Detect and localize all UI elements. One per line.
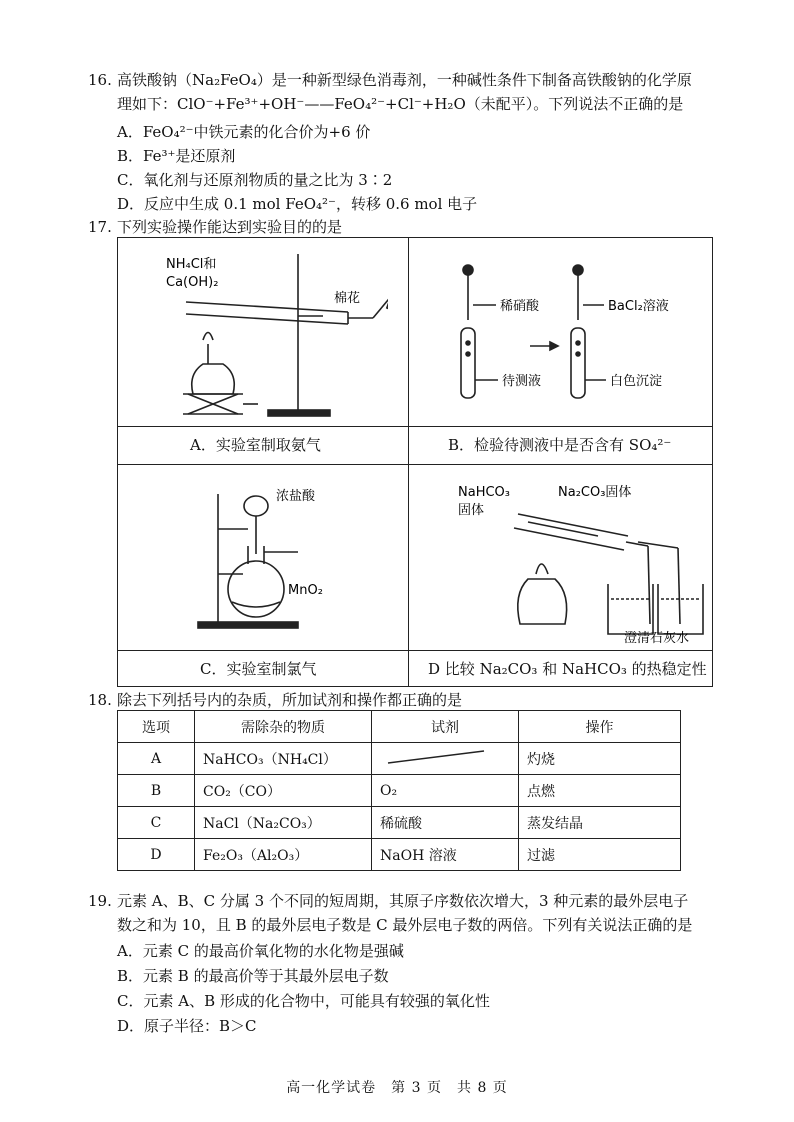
- question-stem-line: 高铁酸钠（Na₂FeO₄）是一种新型绿色消毒剂，一种碱性条件下制备高铁酸钠的化学原: [117, 71, 692, 89]
- reagent-cell: [372, 743, 519, 775]
- question-stem: 除去下列括号内的杂质，所加试剂和操作都正确的是: [117, 691, 463, 709]
- grid-divider: [408, 238, 409, 686]
- operation-cell: 点燃: [519, 775, 681, 807]
- option-d: D．反应中生成 0.1 mol FeO₄²⁻，转移 0.6 mol 电子: [117, 195, 478, 213]
- option-a: A．元素 C 的最高价氧化物的水化物是强碱: [117, 942, 404, 960]
- table-row: [118, 839, 681, 871]
- grid-divider: [118, 650, 712, 651]
- slash-mark: [380, 747, 490, 767]
- label-sample: 待测液: [502, 374, 542, 389]
- option-b: B．元素 B 的最高价等于其最外层电子数: [117, 967, 389, 985]
- panel-c-caption: C．实验室制氯气: [200, 660, 317, 678]
- option-cell: C: [118, 807, 195, 839]
- label-na2co3: Na₂CO₃固体: [558, 485, 632, 500]
- question-number: 19.: [88, 892, 112, 910]
- label-cotton: 棉花: [334, 291, 361, 306]
- label-nahco3: NaHCO₃: [458, 485, 510, 500]
- operation-cell: 灼烧: [519, 743, 681, 775]
- question-stem-line: 数之和为 10，且 B 的最外层电子数是 C 最外层电子数的两倍。下列有关说法正确的是: [117, 916, 693, 934]
- substance-cell: Fe₂O₃（Al₂O₃）: [195, 839, 372, 871]
- question-stem: 下列实验操作能达到实验目的的是: [117, 218, 343, 236]
- panel-a-caption: A．实验室制取氨气: [190, 436, 321, 454]
- option-d: D．原子半径：B＞C: [117, 1017, 257, 1035]
- sulfate-test-diagram: [438, 260, 698, 420]
- chlorine-apparatus-diagram: [188, 484, 388, 634]
- substance-cell: NaCl（Na₂CO₃）: [195, 807, 372, 839]
- label-mno2: MnO₂: [288, 583, 323, 598]
- substance-cell: CO₂（CO）: [195, 775, 372, 807]
- option-cell: B: [118, 775, 195, 807]
- operation-cell: 蒸发结晶: [519, 807, 681, 839]
- thermal-stability-diagram: [428, 474, 708, 644]
- header-cell: 操作: [519, 711, 681, 743]
- label-acid: 稀硝酸: [500, 299, 540, 314]
- label-precipitate: 白色沉淀: [610, 374, 663, 389]
- panel-d-caption: D 比较 Na₂CO₃ 和 NaHCO₃ 的热稳定性: [428, 660, 707, 678]
- header-cell: 选项: [118, 711, 195, 743]
- grid-divider: [118, 464, 712, 465]
- impurity-table: [117, 710, 681, 871]
- option-c: C．元素 A、B 形成的化合物中，可能具有较强的氧化性: [117, 992, 490, 1010]
- experiment-figure-grid: [117, 237, 713, 687]
- reagent-cell: O₂: [372, 775, 519, 807]
- question-stem-line: 理如下：ClO⁻+Fe³⁺+OH⁻——FeO₄²⁻+Cl⁻+H₂O（未配平）。下列说法不正确的是: [117, 95, 684, 113]
- label-reagent: NH₄Cl和: [166, 257, 217, 272]
- panel-b-caption: B．检验待测液中是否含有 SO₄²⁻: [448, 436, 672, 454]
- option-cell: A: [118, 743, 195, 775]
- reagent-cell: 稀硫酸: [372, 807, 519, 839]
- page-footer: 高一化学试卷 第 3 页 共 8 页: [286, 1080, 508, 1096]
- grid-divider: [118, 426, 712, 427]
- question-number: 16.: [88, 71, 112, 89]
- table-row: [118, 807, 681, 839]
- header-cell: 需除杂的物质: [195, 711, 372, 743]
- table-row: [118, 775, 681, 807]
- question-number: 17.: [88, 218, 112, 236]
- option-b: B．Fe³⁺是还原剂: [117, 147, 236, 165]
- label-solid: 固体: [458, 503, 485, 518]
- label-limewater: 澄清石灰水: [624, 631, 690, 644]
- question-stem-line: 元素 A、B、C 分属 3 个不同的短周期，其原子序数依次增大，3 种元素的最外层电子: [117, 892, 689, 910]
- label-hcl: 浓盐酸: [276, 489, 316, 504]
- substance-cell: NaHCO₃（NH₄Cl）: [195, 743, 372, 775]
- ammonia-apparatus-diagram: [148, 244, 388, 424]
- question-number: 18.: [88, 691, 112, 709]
- label-bacl2: BaCl₂溶液: [608, 299, 669, 314]
- option-c: C．氧化剂与还原剂物质的量之比为 3∶2: [117, 171, 393, 189]
- reagent-cell: NaOH 溶液: [372, 839, 519, 871]
- header-cell: 试剂: [372, 711, 519, 743]
- option-cell: D: [118, 839, 195, 871]
- table-row: [118, 743, 681, 775]
- table-header-row: [118, 711, 681, 743]
- operation-cell: 过滤: [519, 839, 681, 871]
- label-reagent: Ca(OH)₂: [166, 275, 219, 290]
- option-a: A．FeO₄²⁻中铁元素的化合价为+6 价: [117, 123, 371, 141]
